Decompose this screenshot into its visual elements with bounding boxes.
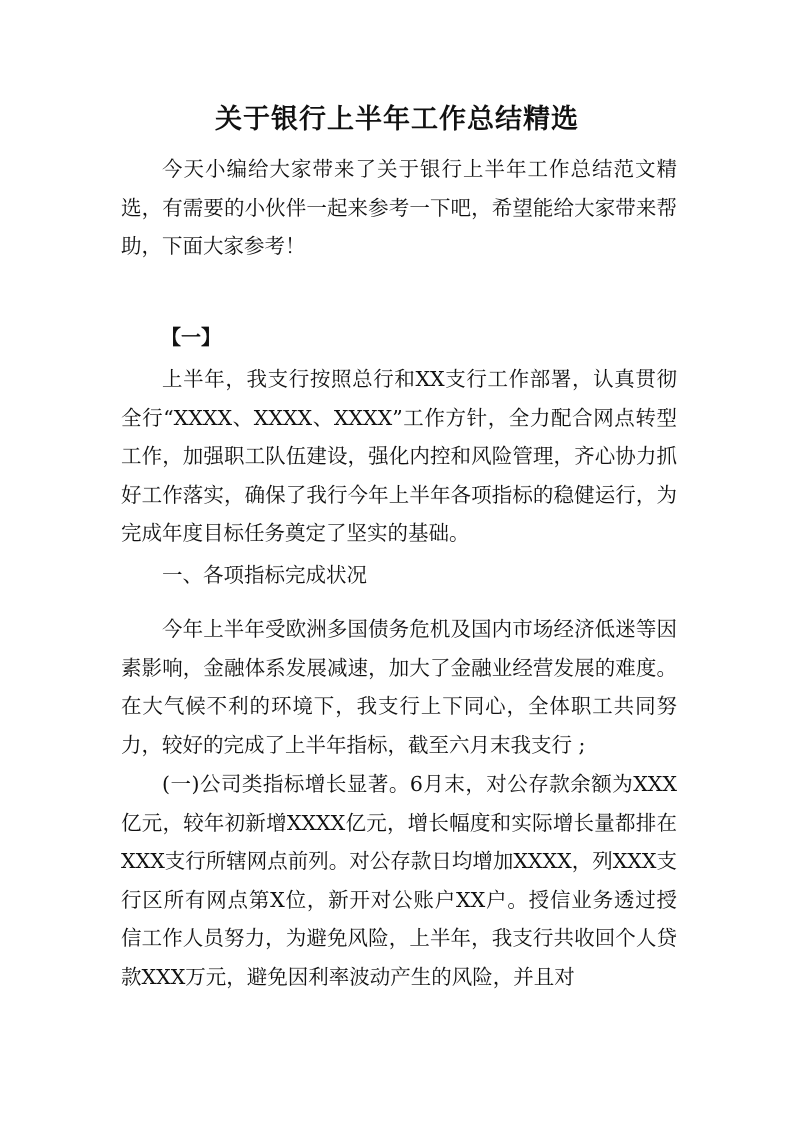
body-paragraph-3: (一)公司类指标增长显著。6月末，对公存款余额为XXX亿元，较年初新增XXXX亿元，增长幅度和实际增长量都排在XXX支行所辖网点前列。对公存款日均增加XXXX，列XXX支行区所有网点第X位，新开对公账户XX户。授信业务透过授信工作人员努力，为避免风险，上半年，我支行共收回个人贷款XXX万元，避免因利率波动产生的风险，并且对: [121, 772, 677, 989]
section-heading-1: 一、各项指标完成状况: [162, 563, 367, 587]
body-paragraph-2: 今年上半年受欧洲多国债务危机及国内市场经济低迷等因素影响，金融体系发展减速，加大了金融业经营发展的难度。在大气候不利的环境下，我支行上下同心，全体职工共同努力，较好的完成了上半年指标，截至六月末我支行 ;: [121, 617, 677, 757]
body-paragraph-1: 上半年，我支行按照总行和XX支行工作部署，认真贯彻全行“XXXX、XXXX、XXXX”工作方针，全力配合网点转型工作，加强职工队伍建设，强化内控和风险管理，齐心协力抓好工作落实，确保了我行今年上半年各项指标的稳健运行，为完成年度目标任务奠定了坚实的基础。: [121, 367, 677, 545]
intro-paragraph: 今天小编给大家带来了关于银行上半年工作总结范文精选，有需要的小伙伴一起来参考一下吧，希望能给大家带来帮助，下面大家参考！: [121, 157, 677, 258]
document-title: 关于银行上半年工作总结精选: [215, 104, 579, 135]
section-marker: 【一】: [161, 325, 221, 349]
